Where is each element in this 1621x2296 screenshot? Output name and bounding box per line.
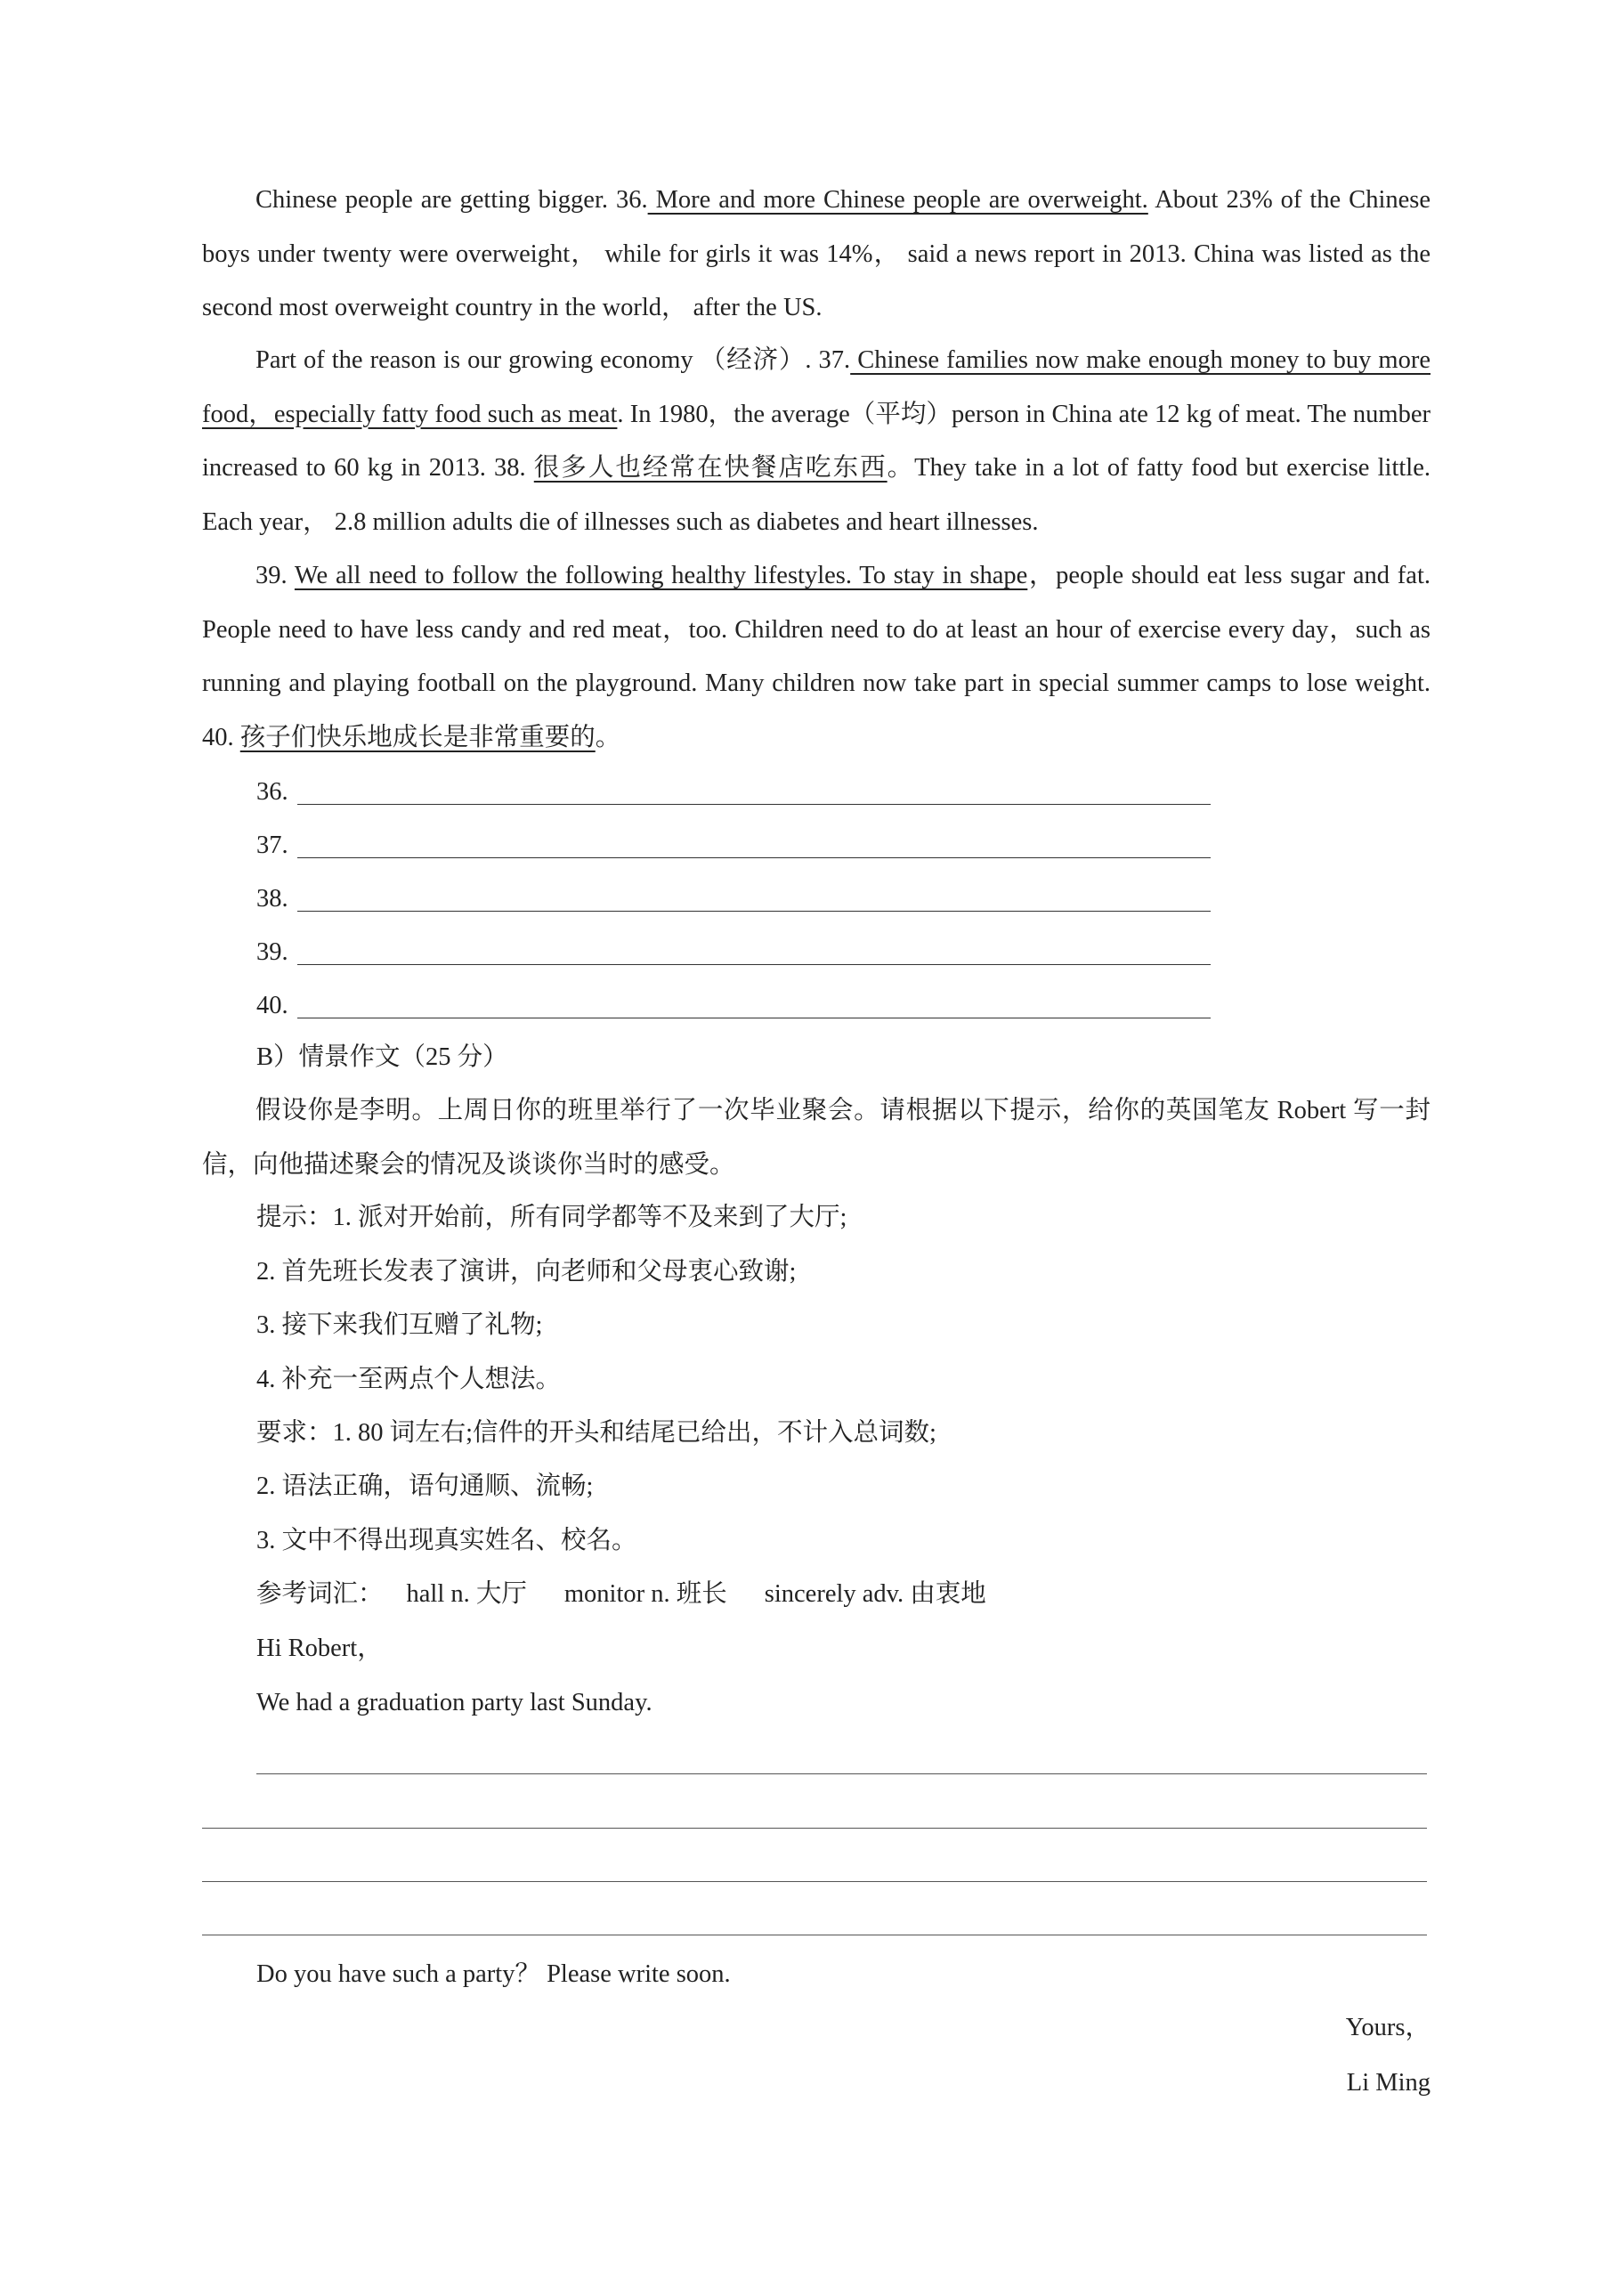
answer-rule [297, 804, 1211, 805]
para2-text-b: . In 1980，the average（平均）person in China ate 12 kg of meat. The number increased to 60 kg in 2013. 38. [202, 400, 1431, 482]
reading-paragraph-1 [202, 174, 1431, 336]
hint-1: 提示：1. 派对开始前，所有同学都等不及来到了大厅; [256, 1204, 847, 1231]
underlined-sentence-39: We all need to follow the following healthy lifestyles. To stay in shape [294, 562, 1028, 589]
writing-rule-2[interactable] [202, 1828, 1427, 1829]
para1-text-a: Chinese people are getting bigger. 36. [255, 186, 648, 214]
letter-signoff: Yours， [1345, 2014, 1431, 2041]
underlined-sentence-36: More and more Chinese people are overweight. [647, 186, 1148, 214]
requirement-3: 3. 文中不得出现真实姓名、校名。 [256, 1527, 637, 1554]
reading-paragraph-3 [202, 549, 1431, 765]
requirement-2: 2. 语法正确，语句通顺、流畅; [256, 1473, 594, 1500]
answer-rule [297, 964, 1211, 965]
reading-paragraph-2 [202, 334, 1431, 549]
answer-number: 37. [256, 832, 288, 859]
letter-opening: We had a graduation party last Sunday. [256, 1689, 652, 1716]
underlined-sentence-38: 很多人也经常在快餐店吃东西 [533, 454, 887, 482]
para3-text-a: 39. [255, 562, 295, 589]
para3-text-c: 。 [595, 723, 621, 751]
answer-rule [297, 857, 1211, 858]
writing-rule-3[interactable] [202, 1881, 1427, 1882]
answer-rule [297, 911, 1211, 912]
letter-closing: Do you have such a party？ Please write soon. [256, 1960, 731, 1988]
hint-4: 4. 补充一至两点个人想法。 [256, 1366, 562, 1393]
letter-signature: Li Ming [1346, 2069, 1431, 2097]
hint-2: 2. 首先班长发表了演讲，向老师和父母衷心致谢; [256, 1258, 797, 1286]
para2-text-c: 。They take in a lot of fatty food but exercise little. Each year， 2.8 million adults die of illnesses such as diabetes and heart illnesses. [202, 454, 1431, 536]
para2-text-a: Part of the reason is our growing economy （经济）. 37. [255, 346, 851, 374]
underlined-sentence-37: Chinese families now make enough money to buy more food，especially fatty food such as meat [202, 346, 1431, 428]
requirement-1: 要求：1. 80 词左右;信件的开头和结尾已给出，不计入总词数; [256, 1419, 936, 1447]
vocab-hall: hall n. 大厅 [406, 1580, 527, 1608]
vocab-monitor: monitor n. 班长 [563, 1580, 727, 1608]
vocab-label: 参考词汇： [256, 1580, 384, 1608]
underlined-sentence-40: 孩子们快乐地成长是非常重要的 [239, 723, 596, 751]
para1-text-b: About 23% of the Chinese boys under twenty were overweight， while for girls it was 14%， said a news report in 2013. China was listed as the second most overweight country in the world， after the US. [202, 186, 1431, 321]
vocab-sincerely: sincerely adv. 由衷地 [764, 1580, 986, 1608]
hint-3: 3. 接下来我们互赠了礼物; [256, 1311, 543, 1339]
writing-prompt: 假设你是李明。上周日你的班里举行了一次毕业聚会。请根据以下提示，给你的英国笔友 Robert 写一封信，向他描述聚会的情况及谈谈你当时的感受。 [202, 1097, 1431, 1179]
vocabulary-line [256, 1577, 986, 1612]
para3-text-b: ，people should eat less sugar and fat. People need to have less candy and red meat，too. Children need to do at least an hour of exercise every day，such as running and playing football on the playground. Many children now take part in special summer camps to lose weight. 40. [202, 562, 1431, 751]
writing-heading: B）情景作文（25 分） [256, 1043, 508, 1071]
answer-number: 36. [256, 778, 288, 806]
answer-number: 39. [256, 938, 288, 966]
answer-number: 40. [256, 992, 288, 1019]
writing-rule-1[interactable] [256, 1773, 1427, 1774]
answer-number: 38. [256, 885, 288, 913]
letter-greeting: Hi Robert， [256, 1635, 383, 1662]
